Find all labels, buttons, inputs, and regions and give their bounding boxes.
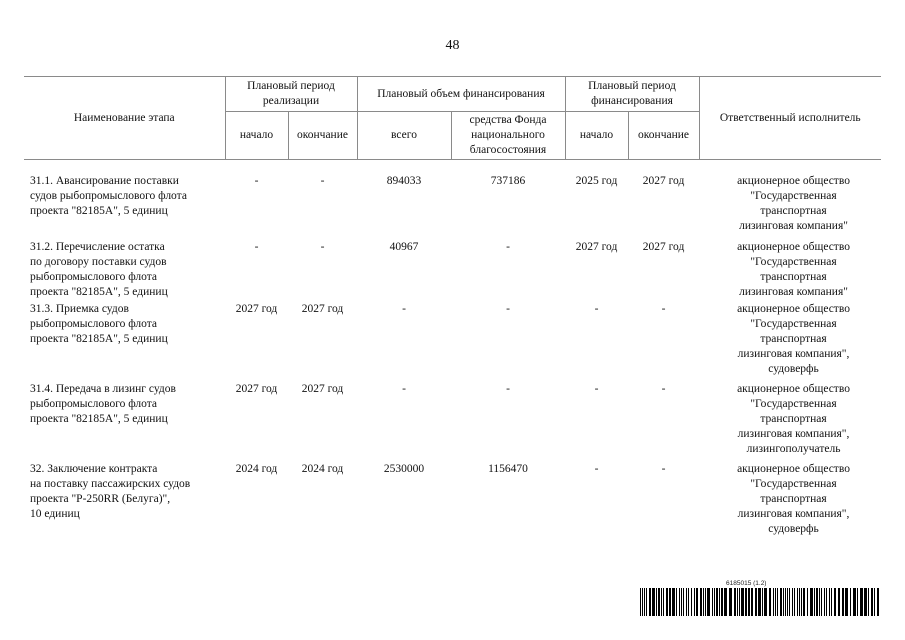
stage-name-cell-line: проекта "82185А", 5 единиц	[30, 413, 168, 425]
stage-name-cell-line: 31.4. Передача в лизинг судов	[30, 383, 176, 395]
barcode-bar	[819, 588, 820, 616]
barcode-bar	[803, 588, 805, 616]
responsible-cell-line: акционерное общество	[737, 303, 850, 315]
realization-start-cell: 2027 год	[235, 303, 278, 315]
table-row	[24, 240, 881, 302]
responsible-cell-line: "Государственная	[750, 478, 837, 490]
stage-name-cell-line: проекта "82185А", 5 единиц	[30, 333, 168, 345]
total-cell: 40967	[389, 241, 419, 253]
responsible-cell-line: транспортная	[760, 271, 827, 283]
barcode-bar	[729, 588, 732, 616]
barcode-bar	[691, 588, 692, 616]
responsible-cell	[699, 382, 881, 462]
financing-start-cell: -	[594, 383, 599, 395]
header-financing-end: окончание	[628, 112, 699, 160]
responsible-cell	[699, 462, 881, 540]
barcode-bar	[737, 588, 738, 616]
responsible-cell-line: акционерное общество	[737, 241, 850, 253]
financing-end-cell: -	[661, 383, 666, 395]
header-nwf-funds: средства Фонда национального благосостояния	[451, 112, 565, 160]
barcode-bar	[724, 588, 727, 616]
financing-end-cell: 2027 год	[642, 241, 685, 253]
responsible-cell	[699, 174, 881, 240]
barcode-bar	[714, 588, 715, 616]
header-planned-financing-volume: Плановый объем финансирования	[357, 77, 565, 112]
table-row	[24, 462, 881, 540]
responsible-cell-line: транспортная	[760, 205, 827, 217]
stage-name-cell	[24, 240, 225, 302]
stage-name-cell-line: проекта "Р-250RR (Белуга)",	[30, 493, 171, 505]
financing-end-cell: -	[661, 463, 666, 475]
stage-name-cell-line: рыбопромыслового флота	[30, 271, 158, 283]
nwf-funds-cell: -	[506, 303, 510, 315]
barcode-bar	[777, 588, 778, 616]
barcode-bar	[741, 588, 744, 616]
barcode-bar	[644, 588, 645, 616]
barcode-bar	[646, 588, 647, 616]
barcode-label: 6185015 (1.2)	[726, 580, 767, 587]
stage-name-cell-line: 31.2. Перечисление остатка	[30, 241, 165, 253]
barcode-bar	[842, 588, 844, 616]
realization-start-cell: 2027 год	[235, 383, 278, 395]
responsible-cell-line: транспортная	[760, 493, 827, 505]
header-realization-start: начало	[225, 112, 288, 160]
responsible-cell-line: лизингополучатель	[746, 443, 841, 455]
barcode-bar	[787, 588, 788, 616]
barcode-bar	[672, 588, 675, 616]
responsible-cell-line: транспортная	[760, 333, 827, 345]
stage-name-cell-line: 32. Заключение контракта	[30, 463, 158, 475]
barcode-bar	[642, 588, 643, 616]
barcode-bar	[792, 588, 793, 616]
header-responsible-executor: Ответственный исполнитель	[699, 77, 881, 160]
table-body	[24, 160, 881, 541]
barcode-bar	[807, 588, 808, 616]
responsible-cell	[699, 302, 881, 382]
barcode-bar	[799, 588, 800, 616]
barcode-bar	[663, 588, 664, 616]
stage-name-cell-line: рыбопромыслового флота	[30, 398, 158, 410]
realization-end-cell: 2027 год	[301, 303, 344, 315]
header-realization-end: окончание	[288, 112, 357, 160]
page-number: 48	[445, 38, 460, 53]
financing-end-cell: -	[661, 303, 666, 315]
responsible-cell-line: "Государственная	[750, 398, 837, 410]
responsible-cell-line: лизинговая компания"	[739, 286, 848, 298]
barcode-bar	[669, 588, 671, 616]
barcode-bar	[769, 588, 771, 616]
barcode-bar	[853, 588, 856, 616]
stage-name-cell	[24, 302, 225, 382]
stage-name-cell-line: проекта "82185А", 5 единиц	[30, 205, 168, 217]
barcode-bar	[666, 588, 668, 616]
header-planned-period-financing: Плановый период финансирования	[565, 77, 699, 112]
table-row	[24, 174, 881, 240]
nwf-funds-cell: 737186	[490, 175, 526, 187]
header-total: всего	[357, 112, 451, 160]
total-cell: -	[402, 303, 406, 315]
barcode-bar	[716, 588, 718, 616]
realization-end-cell: -	[320, 175, 325, 187]
responsible-cell-line: судоверфь	[768, 523, 819, 535]
stage-name-cell-line: рыбопромыслового флота	[30, 318, 158, 330]
stage-name-cell-line: 31.1. Авансирование поставки	[30, 175, 179, 187]
realization-end-cell: -	[320, 241, 325, 253]
barcode-bar	[834, 588, 836, 616]
barcode-bar	[688, 588, 689, 616]
realization-start-cell: 2024 год	[235, 463, 278, 475]
barcode-bar	[661, 588, 662, 616]
barcode-bar	[755, 588, 757, 616]
barcode-bar	[712, 588, 713, 616]
barcode-bar	[656, 588, 657, 616]
realization-end-cell: 2027 год	[301, 383, 344, 395]
barcode-bar	[845, 588, 848, 616]
responsible-cell-line: лизинговая компания",	[737, 508, 850, 520]
responsible-cell	[699, 240, 881, 302]
responsible-cell-line: акционерное общество	[737, 383, 850, 395]
barcode-bar	[789, 588, 790, 616]
barcode-bar	[658, 588, 660, 616]
barcode-bar	[683, 588, 684, 616]
barcode-bar	[857, 588, 858, 616]
table-row	[24, 302, 881, 382]
barcode-bar	[700, 588, 702, 616]
stage-name-cell-line: на поставку пассажирских судов	[30, 478, 191, 490]
nwf-funds-cell: 1156470	[488, 463, 528, 475]
barcode-bar	[762, 588, 763, 616]
barcode-bar	[734, 588, 736, 616]
responsible-cell-line: "Государственная	[750, 318, 837, 330]
stage-name-cell	[24, 174, 225, 240]
barcode-bar	[838, 588, 840, 616]
barcode-bar	[821, 588, 822, 616]
total-cell: -	[402, 383, 406, 395]
barcode-bar	[703, 588, 704, 616]
barcode-bar	[831, 588, 832, 616]
barcode-bar	[824, 588, 825, 616]
header-financing-start: начало	[565, 112, 628, 160]
financing-start-cell: 2027 год	[575, 241, 618, 253]
barcode-bar	[860, 588, 863, 616]
barcode-bar	[681, 588, 682, 616]
barcode-image	[640, 588, 881, 616]
financing-start-cell: 2025 год	[575, 175, 618, 187]
header-planned-period-realization: Плановый период реализации	[225, 77, 357, 112]
barcode-bar	[748, 588, 750, 616]
barcode-bar	[652, 588, 655, 616]
stage-name-cell	[24, 462, 225, 540]
responsible-cell-line: "Государственная	[750, 190, 837, 202]
barcode-bar	[816, 588, 818, 616]
barcode-bar	[739, 588, 740, 616]
financing-start-cell: -	[594, 303, 599, 315]
barcode-bar	[850, 588, 851, 616]
barcode-bar	[705, 588, 706, 616]
financing-end-cell: 2027 год	[642, 175, 685, 187]
barcode-bar	[829, 588, 830, 616]
financing-plan-table	[24, 76, 881, 540]
barcode-bar	[649, 588, 651, 616]
barcode-bar	[775, 588, 776, 616]
barcode-bar	[640, 588, 641, 616]
table-row	[24, 382, 881, 462]
barcode-bar	[877, 588, 879, 616]
realization-start-cell: -	[254, 175, 259, 187]
stage-name-cell	[24, 382, 225, 462]
realization-start-cell: -	[254, 241, 259, 253]
barcode-bar	[758, 588, 761, 616]
barcode-bar	[679, 588, 680, 616]
barcode-bar	[696, 588, 698, 616]
barcode-bar	[826, 588, 827, 616]
total-cell: 2530000	[383, 463, 425, 475]
total-cell: 894033	[386, 175, 422, 187]
barcode-bar	[814, 588, 815, 616]
barcode-bar	[676, 588, 677, 616]
responsible-cell-line: лизинговая компания",	[737, 348, 850, 360]
responsible-cell-line: лизинговая компания",	[737, 428, 850, 440]
barcode-bar	[785, 588, 786, 616]
nwf-funds-cell: -	[506, 383, 510, 395]
nwf-funds-cell: -	[506, 241, 510, 253]
stage-name-cell-line: судов рыбопромыслового флота	[30, 190, 187, 202]
barcode-bar	[719, 588, 720, 616]
barcode-bar	[874, 588, 875, 616]
header-stage-name: Наименование этапа	[24, 77, 225, 160]
barcode-bar	[707, 588, 710, 616]
financing-start-cell: -	[594, 463, 599, 475]
barcode-bar	[694, 588, 695, 616]
barcode-bar	[721, 588, 723, 616]
barcode-bar	[801, 588, 802, 616]
barcode-bar	[773, 588, 774, 616]
barcode-bar	[797, 588, 798, 616]
barcode-bar	[745, 588, 747, 616]
barcode-bar	[864, 588, 867, 616]
responsible-cell-line: акционерное общество	[737, 463, 850, 475]
barcode-bar	[764, 588, 767, 616]
responsible-cell-line: судоверфь	[768, 363, 819, 375]
barcode-bar	[751, 588, 753, 616]
barcode-bar	[871, 588, 873, 616]
realization-end-cell: 2024 год	[301, 463, 344, 475]
stage-name-cell-line: проекта "82185А", 5 единиц	[30, 286, 168, 298]
barcode-bar	[783, 588, 784, 616]
responsible-cell-line: транспортная	[760, 413, 827, 425]
responsible-cell-line: акционерное общество	[737, 175, 850, 187]
stage-name-cell-line: 31.3. Приемка судов	[30, 303, 129, 315]
responsible-cell-line: "Государственная	[750, 256, 837, 268]
stage-name-cell-line: по договору поставки судов	[30, 256, 167, 268]
barcode-bar	[810, 588, 813, 616]
barcode-bar	[686, 588, 687, 616]
barcode-bar	[780, 588, 782, 616]
barcode-bar	[794, 588, 795, 616]
stage-name-cell-line: 10 единиц	[30, 508, 80, 520]
barcode-bar	[868, 588, 869, 616]
responsible-cell-line: лизинговая компания"	[739, 220, 848, 232]
